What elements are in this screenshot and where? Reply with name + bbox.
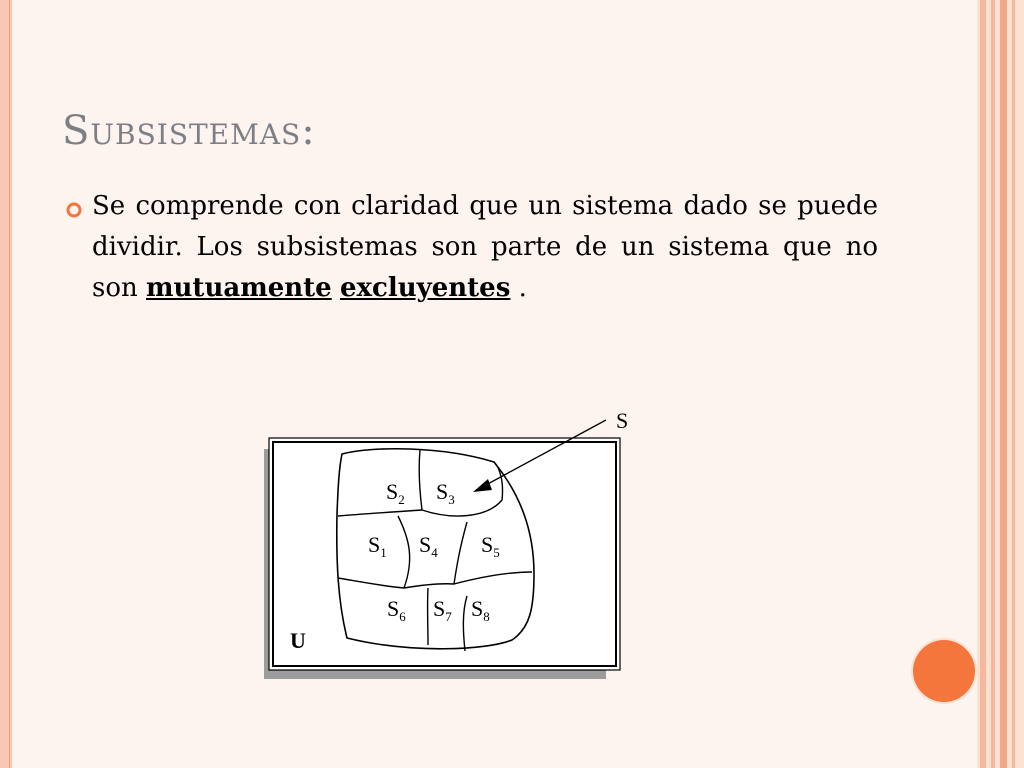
left-frame-border xyxy=(0,0,12,768)
emphasis-excluyentes: excluyentes xyxy=(339,273,511,303)
subsystem-label: $S_3$ xyxy=(436,479,455,507)
subsystem-label: $S_5$ xyxy=(481,532,500,560)
subsystems-diagram xyxy=(262,402,646,686)
emphasis-mutuamente: mutuamente xyxy=(146,273,332,303)
bullet-text-part2: . xyxy=(510,273,527,303)
bullet-icon xyxy=(66,202,82,218)
subsystem-label: $S_8$ xyxy=(471,596,490,624)
universe-box xyxy=(273,442,616,666)
right-frame-stripes xyxy=(977,0,1024,768)
bullet-paragraph xyxy=(92,186,878,309)
subsystem-label: $S_6$ xyxy=(387,596,406,624)
bullet-text-part1: Se comprende con claridad que un sistema dado se puede dividir. Los subsistemas son parte de un sistema que no son xyxy=(92,191,878,303)
subsystem-label: $S_2$ xyxy=(386,479,405,507)
slide-title: Subsistemas: xyxy=(62,108,316,154)
subsystem-label: $S_1$ xyxy=(368,532,387,560)
universe-label: U xyxy=(290,628,306,653)
subsystem-label: $S_7$ xyxy=(433,596,452,624)
system-label: S xyxy=(616,408,629,433)
decorative-circle xyxy=(913,640,975,702)
subsystem-label: $S_4$ xyxy=(419,532,438,560)
